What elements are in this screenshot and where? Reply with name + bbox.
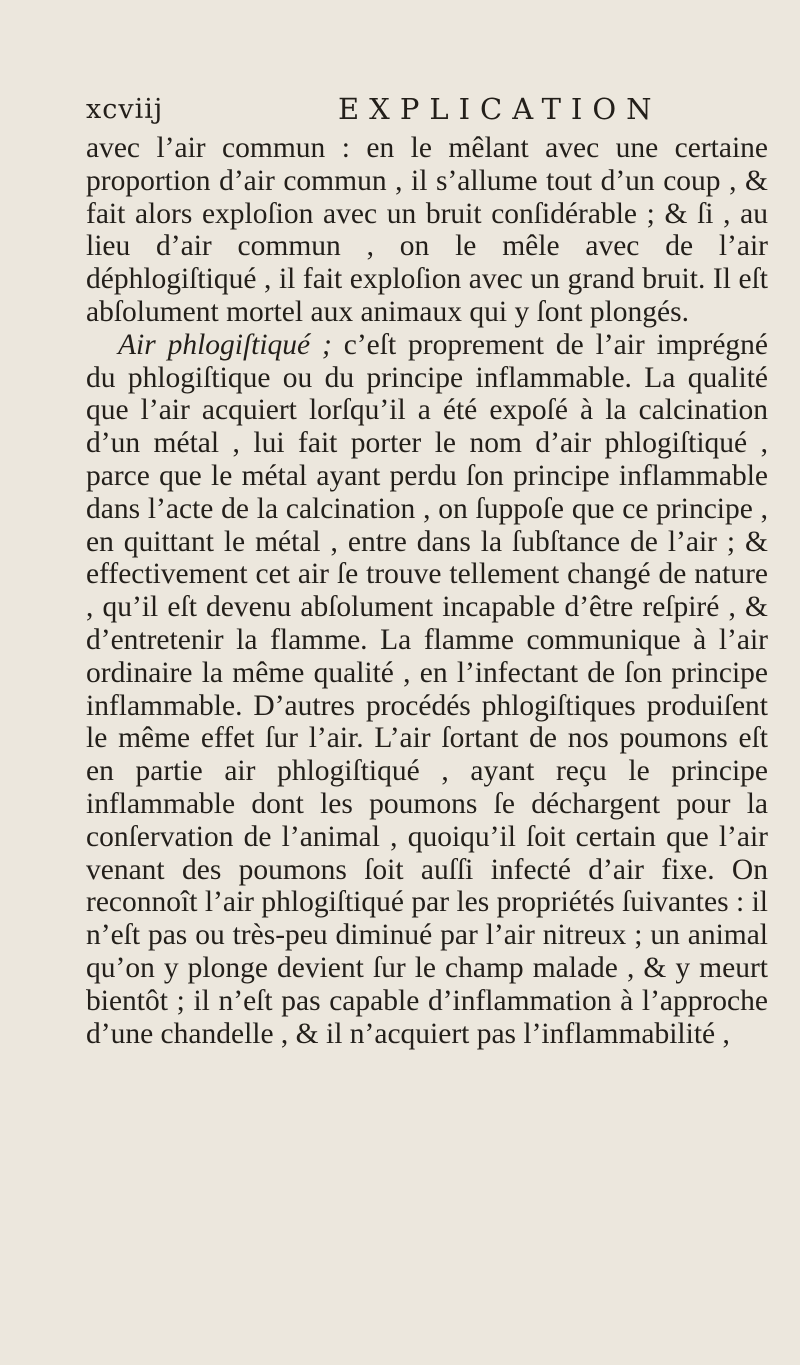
body-text [86, 132, 768, 1050]
term-heading: Air phlogiſtiqué ; [118, 328, 332, 361]
paragraph-continuation: avec l’air commun : en le mêlant avec une certaine proportion d’air commun , il s’allume tout d’un coup , & fait alors exploſion avec un bruit conſidérable ; & ſi , au lieu d’air commun , on le mêle avec de l’air déphlogiſtiqué , il fait exploſion avec un grand bruit. Il eſt abſolument mortel aux animaux qui y ſont plongés. [86, 132, 768, 328]
page-number: xcviij [86, 94, 164, 125]
paragraph-air-phlogistique [86, 329, 768, 1051]
page-header [86, 94, 766, 130]
running-title: EXPLICATION [338, 92, 662, 126]
paragraph-text: c’eſt proprement de l’air imprégné du phlogiſtique ou du principe inflammable. La qualité que l’air acquiert lorſqu’il a été expoſé à la calcination d’un métal , lui fait porter le nom d’air phlogiſtiqué , parce que le métal ayant perdu ſon principe inflammable dans l’acte de la calcination , on ſuppoſe que ce principe , en quittant le métal , entre dans la ſubſtance de l’air ; & effectivement cet air ſe trouve tellement changé de nature , qu’il eſt devenu abſolument incapable d’être reſpiré , & d’entretenir la flamme. La flamme communique à l’air ordinaire la même qualité , en l’infectant de ſon principe inflammable. D’autres procédés phlogiſtiques produiſent le même effet ſur l’air. L’air ſortant de nos poumons eſt en partie air phlogiſtiqué , ayant reçu le principe inflammable dont les poumons ſe déchargent pour la conſervation de l’animal , quoiqu’il ſoit certain que l’air venant des poumons ſoit auſſi infecté d’air fixe. On reconnoît l’air phlogiſtiqué par les propriétés ſuivantes : il n’eſt pas ou très-peu diminué par l’air nitreux ; un animal qu’on y plonge devient ſur le champ malade , & y meurt bientôt ; il n’eſt pas capable d’inflammation à l’approche d’une chandelle , & il n’acquiert pas l’inflammabilité , [86, 328, 769, 1050]
